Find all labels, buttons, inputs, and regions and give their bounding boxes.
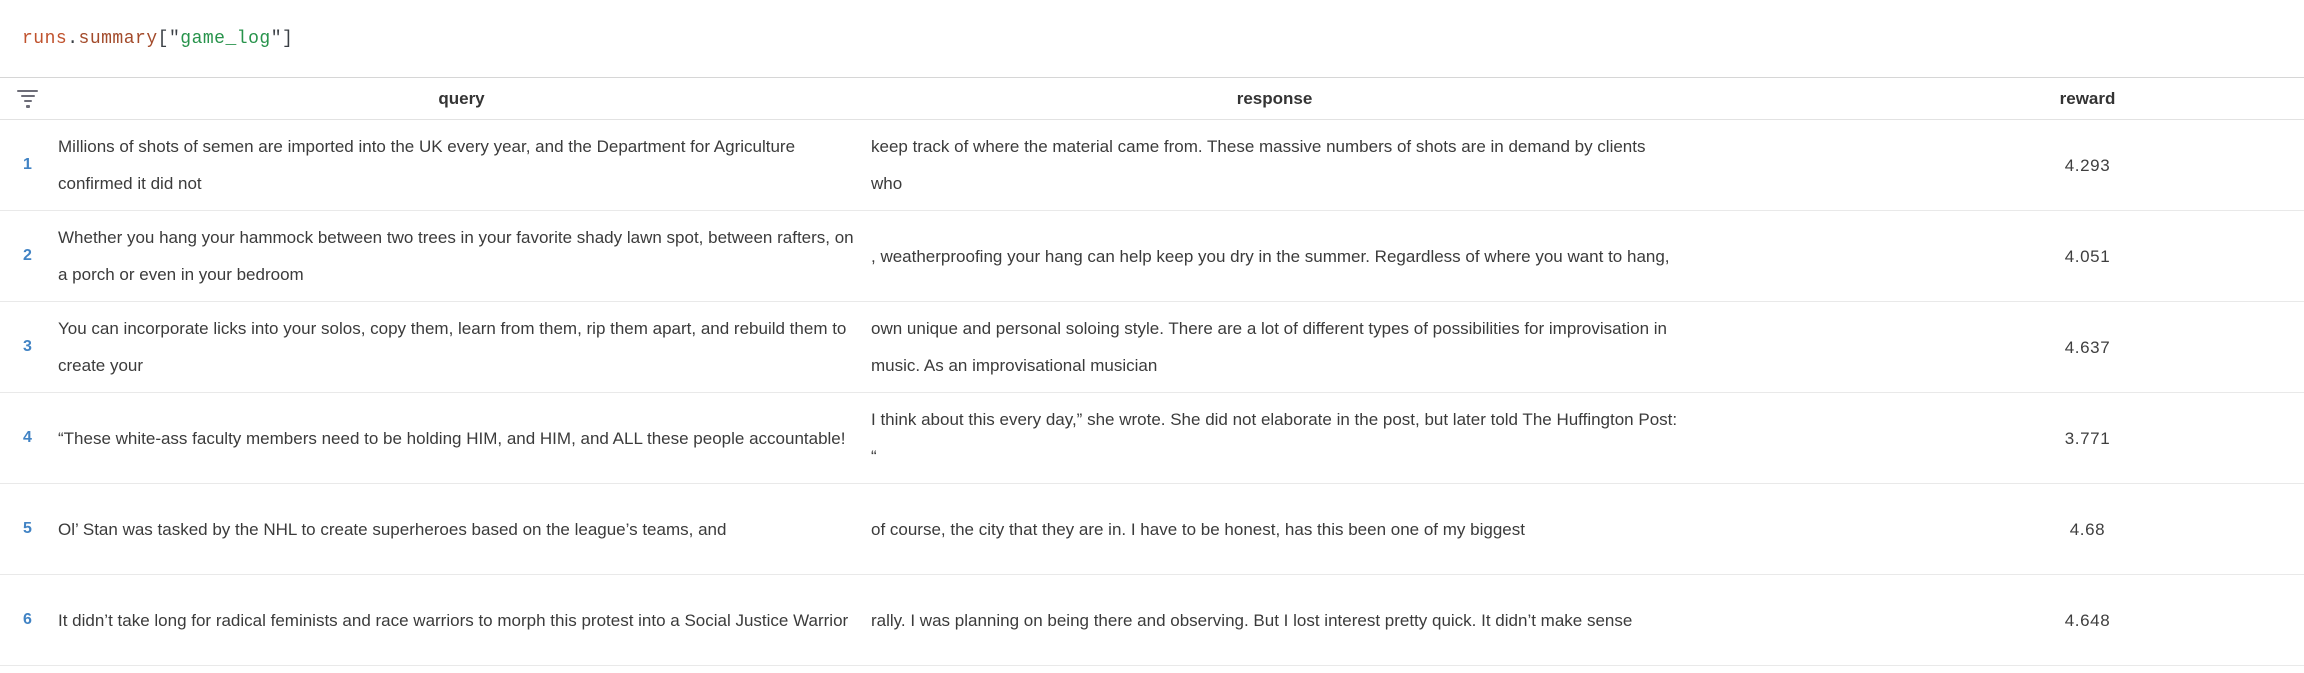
column-header-response[interactable]: response (1236, 88, 1313, 108)
cell-query (55, 302, 868, 392)
reward-value: 4.68 (2069, 519, 2106, 539)
response-text: of course, the city that they are in. I have to be honest, has this been one of my biggest (871, 519, 1525, 539)
expression-open-quote: " (168, 28, 181, 49)
expression-open-bracket: [ (157, 28, 169, 49)
expression-property: summary (78, 28, 158, 49)
query-text: Millions of shots of semen are imported into the UK every year, and the Department for Agriculture confirmed it did not (58, 137, 796, 193)
query-text: You can incorporate licks into your solos, copy them, learn from them, rip them apart, and rebuild them to create your (58, 319, 847, 375)
query-text: “These white-ass faculty members need to be holding HIM, and HIM, and ALL these people accountable! (58, 428, 846, 448)
cell-response (868, 302, 1681, 392)
row-number[interactable]: 3 (23, 338, 32, 355)
response-text: , weatherproofing your hang can help keep you dry in the summer. Regardless of where you want to hang, (871, 246, 1670, 266)
reward-value: 4.293 (2064, 155, 2111, 175)
table-row[interactable] (0, 484, 2304, 575)
filter-button[interactable] (0, 90, 55, 108)
expression-object: runs (22, 28, 68, 49)
cell-reward (1681, 575, 2304, 665)
query-text: Whether you hang your hammock between two trees in your favorite shady lawn spot, between rafters, on a porch or even in your bedroom (58, 228, 854, 284)
expression-dot: . (67, 28, 79, 49)
expression-text (22, 29, 293, 49)
response-text: own unique and personal soloing style. There are a lot of different types of possibilities for improvisation in music. As an improvisational musician (871, 319, 1667, 375)
cell-query (55, 211, 868, 301)
cell-response (868, 575, 1681, 665)
cell-response (868, 393, 1681, 483)
cell-response (868, 484, 1681, 574)
column-header-reward[interactable]: reward (2059, 88, 2116, 108)
cell-response (868, 211, 1681, 301)
cell-response (868, 120, 1681, 210)
cell-query (55, 393, 868, 483)
expression-close-bracket: ] (282, 28, 294, 49)
reward-value: 4.051 (2064, 246, 2111, 266)
cell-reward (1681, 211, 2304, 301)
row-number[interactable]: 6 (23, 611, 32, 628)
table-header-row (0, 78, 2304, 120)
query-text: It didn’t take long for radical feminists and race warriors to morph this protest into a Social Justice Warrior (58, 610, 849, 630)
filter-lines-icon[interactable] (17, 90, 38, 108)
table-row[interactable] (0, 120, 2304, 211)
cell-reward (1681, 302, 2304, 392)
response-text: keep track of where the material came from. These massive numbers of shots are in demand by clients who (871, 137, 1646, 193)
expression-key: game_log (180, 28, 271, 49)
response-text: rally. I was planning on being there and observing. But I lost interest pretty quick. It didn’t make sense (871, 610, 1633, 630)
reward-value: 4.648 (2064, 610, 2111, 630)
cell-query (55, 484, 868, 574)
row-number[interactable]: 5 (23, 520, 32, 537)
reward-value: 3.771 (2064, 428, 2111, 448)
row-number[interactable]: 1 (23, 156, 32, 173)
cell-reward (1681, 484, 2304, 574)
row-number[interactable]: 4 (23, 429, 32, 446)
row-number[interactable]: 2 (23, 247, 32, 264)
table-inner (0, 78, 2304, 666)
cell-query (55, 120, 868, 210)
reward-value: 4.637 (2064, 337, 2111, 357)
cell-reward (1681, 393, 2304, 483)
table-row[interactable] (0, 211, 2304, 302)
expression-input[interactable] (0, 0, 2304, 78)
table-row[interactable] (0, 575, 2304, 666)
table-row[interactable] (0, 393, 2304, 484)
table-row[interactable] (0, 302, 2304, 393)
column-header-query[interactable]: query (438, 88, 485, 108)
cell-reward (1681, 120, 2304, 210)
query-text: Ol’ Stan was tasked by the NHL to create superheroes based on the league’s teams, and (58, 519, 727, 539)
response-text: I think about this every day,” she wrote. She did not elaborate in the post, but later told The Huffington Post: “ (871, 410, 1678, 466)
cell-query (55, 575, 868, 665)
expression-close-quote: " (270, 28, 283, 49)
game-log-table (0, 78, 2304, 666)
